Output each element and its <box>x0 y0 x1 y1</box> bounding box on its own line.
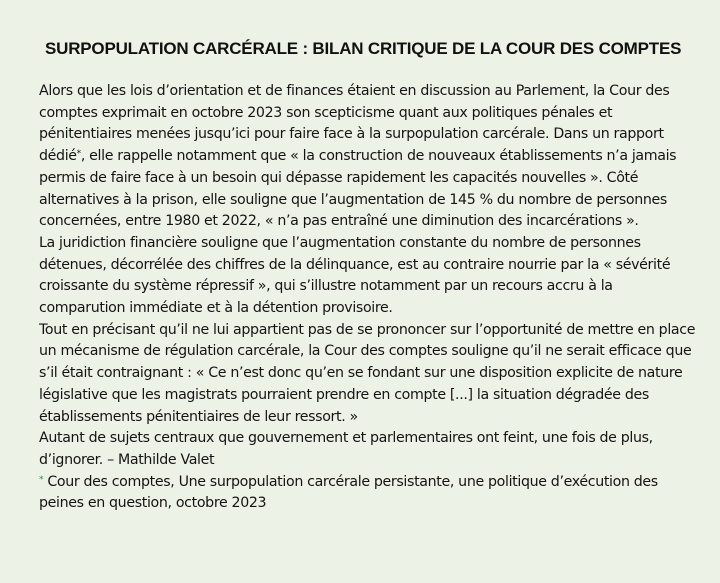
paragraph-2: La juridiction financière souligne que l’augmentation constante du nombre de personnes détenues, décorrélée des chiffres de la délinquance, est au contraire nourrie par la « sévérité croissante du système répressif », qui s’illustre notamment par un recours accru à la comparution immédiate et à la détention provisoire. <box>39 234 671 317</box>
paragraph-1-text-before: Alors que les lois d’orientation et de finances étaient en discussion au Parlement, la Cour des comptes exprimait en octobre 2023 son scepticisme quant aux politiques pénales et pénitentiaires menées jusqu’ici pour faire face à la surpopulation carcérale. Dans un rapport dédié <box>39 83 670 165</box>
paragraph-1-text-after: , elle rappelle notamment que « la construction de nouveaux établissements n’a jamais permis de faire face à un besoin qui dépasse rapidement les capacités nouvelles ». Côté alternatives à la prison, elle souligne que l’augmentation de 145 % du nombre de personnes concernées, entre 1980 et 2022, « n’a pas entraîné une diminution des incarcérations ». <box>39 148 677 230</box>
paragraph-1 <box>39 81 696 233</box>
footnote <box>39 472 696 515</box>
paragraph-4: Autant de sujets centraux que gouvernement et parlementaires ont feint, une fois de plus, d’ignorer. – Mathilde Valet <box>39 430 653 468</box>
article-title: SURPOPULATION CARCÉRALE : BILAN CRITIQUE DE LA COUR DES COMPTES <box>45 39 682 58</box>
paragraph-3: Tout en précisant qu’il ne lui appartient pas de se prononcer sur l’opportunité de mettre en place un mécanisme de régulation carcérale, la Cour des comptes souligne qu’il ne serait efficace que s’il était contraignant : « Ce n’est donc qu’en se fondant sur une disposition explicite de nature législative que les magistrats pourraient prendre en compte [...] la situation dégradée des établissements pénitentiaires de leur ressort. » <box>39 321 696 425</box>
article-body <box>39 81 696 515</box>
footnote-text: Cour des comptes, Une surpopulation carcérale persistante, une politique d’exécution des peines en question, octobre 2023 <box>39 473 658 512</box>
footnote-marker: * <box>39 474 44 485</box>
footnote-reference-marker: * <box>76 149 81 160</box>
